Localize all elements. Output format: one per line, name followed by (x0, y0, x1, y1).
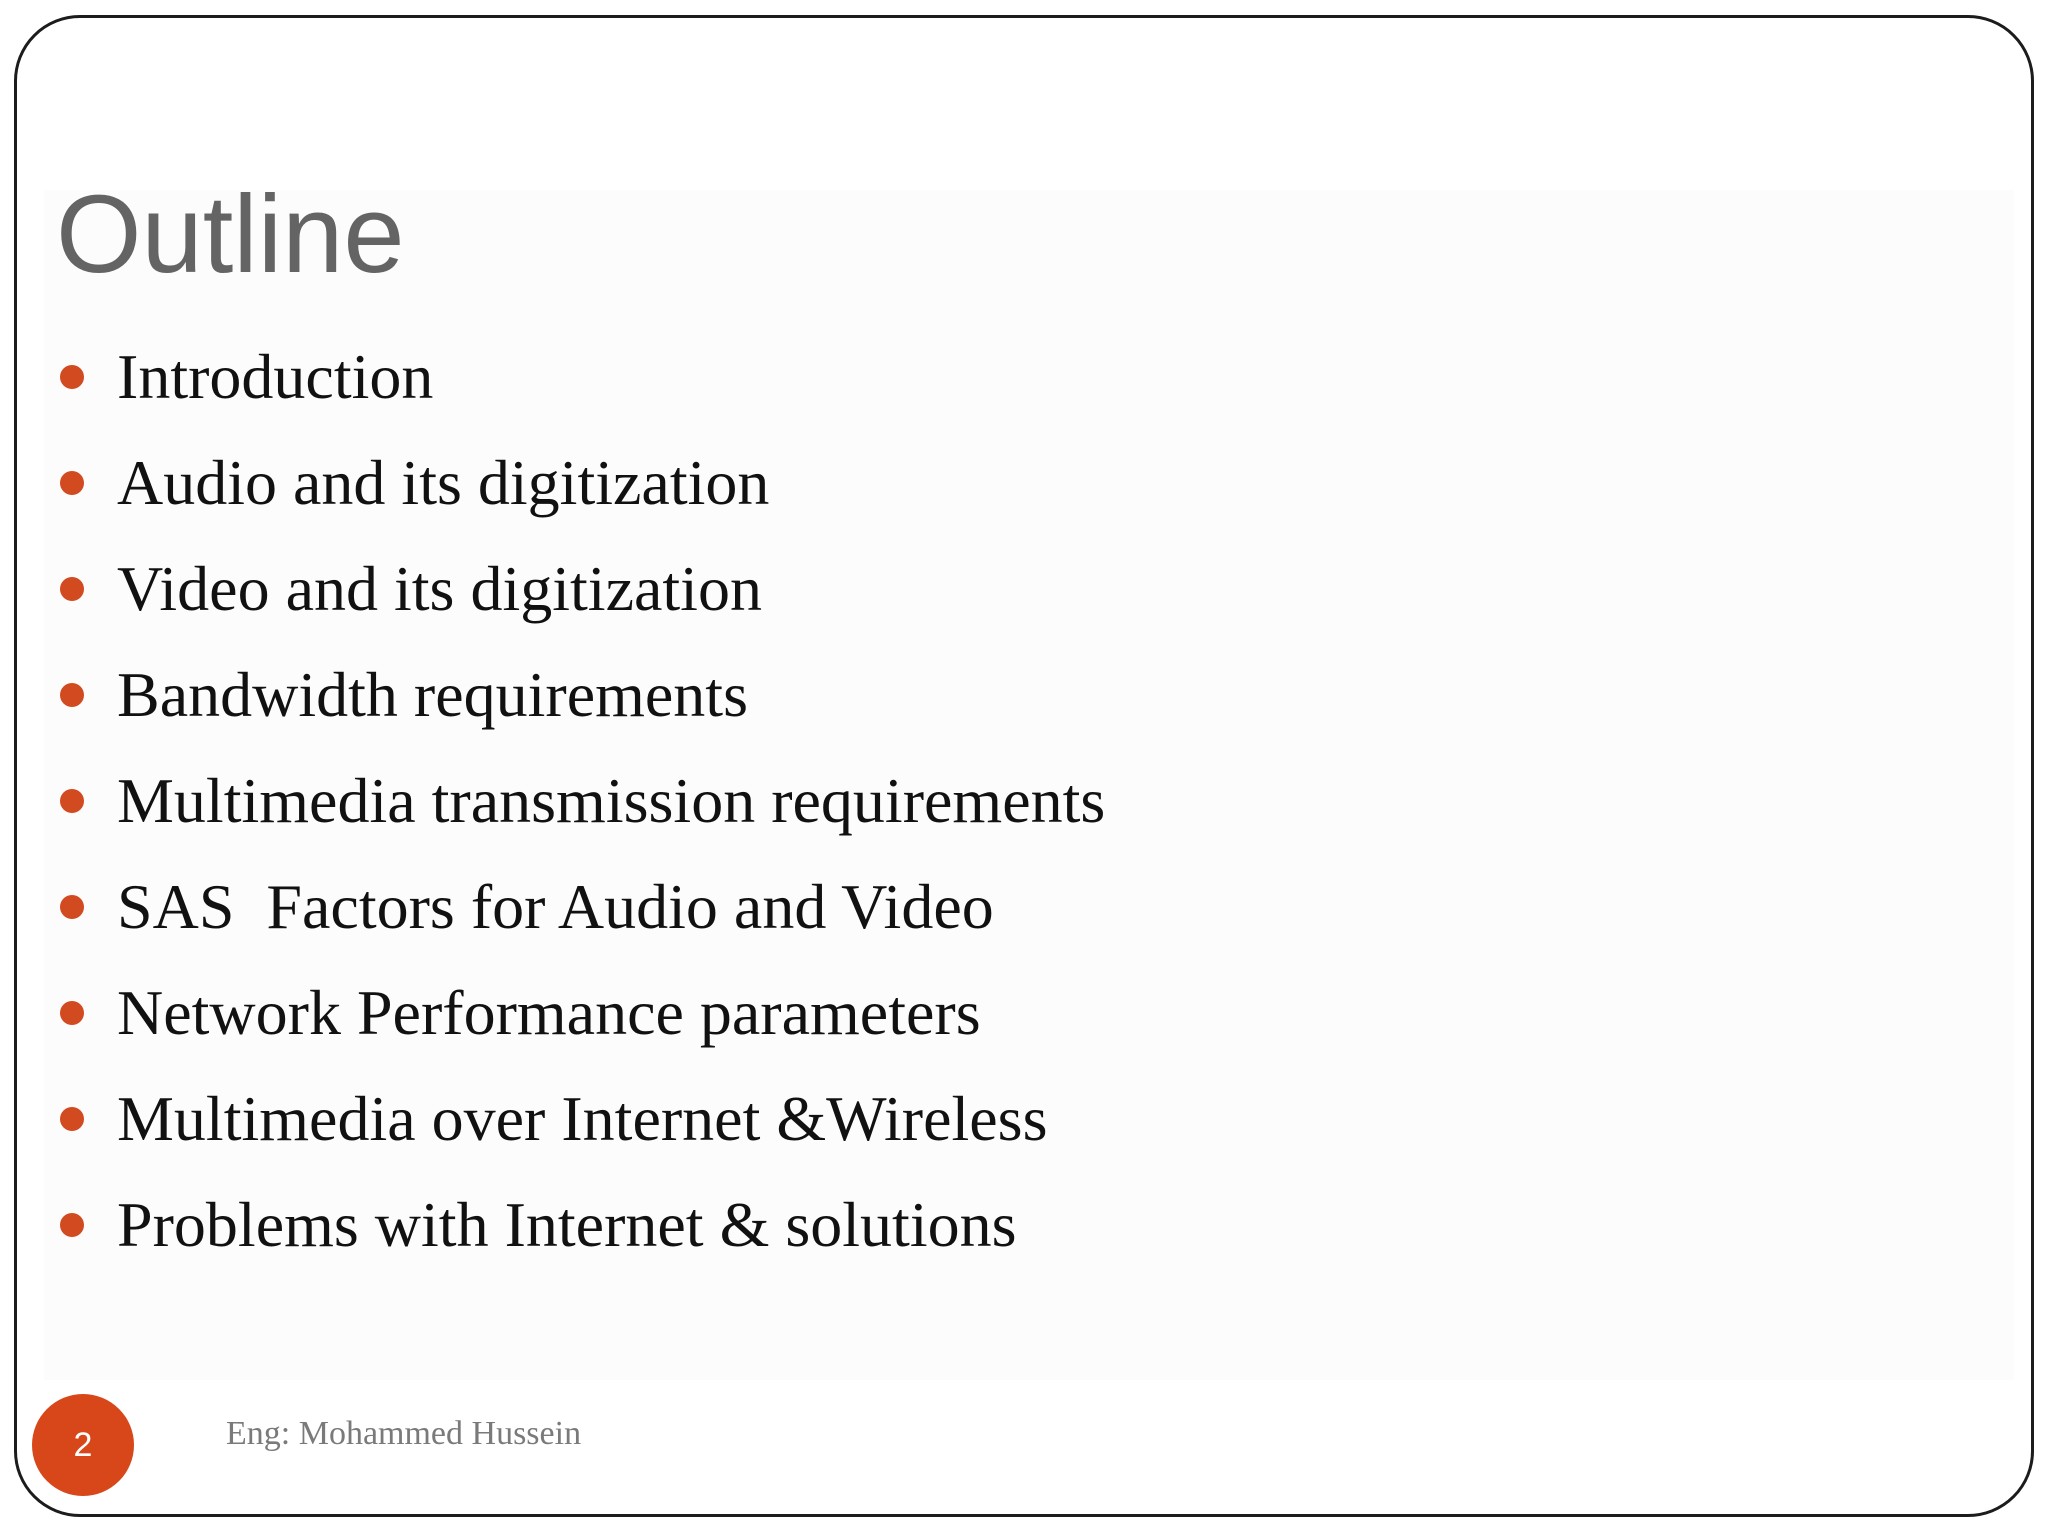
bullet-dot-icon (60, 577, 84, 601)
bullet-dot-icon (60, 1001, 84, 1025)
outline-item-label: Network Performance parameters (117, 977, 981, 1048)
bullet-dot-icon (60, 683, 84, 707)
bullet-dot-icon (60, 471, 84, 495)
slide-number-badge (32, 1394, 134, 1496)
bullet-dot-icon (60, 365, 84, 389)
outline-item-label: SAS Factors for Audio and Video (117, 871, 994, 942)
outline-item-label: Problems with Internet & solutions (117, 1189, 1017, 1260)
footer-author: Eng: Mohammed Hussein (226, 1415, 582, 1452)
outline-item-label: Multimedia over Internet &Wireless (117, 1083, 1048, 1154)
outline-item-label: Multimedia transmission requirements (117, 765, 1106, 836)
slide-title: Outline (56, 173, 405, 296)
slide-number: 2 (73, 1426, 93, 1464)
outline-item-label: Bandwidth requirements (117, 659, 748, 730)
outline-item-label: Audio and its digitization (117, 447, 770, 518)
bullet-dot-icon (60, 789, 84, 813)
bullet-dot-icon (60, 895, 84, 919)
outline-item-label: Video and its digitization (117, 553, 762, 624)
bullet-dot-icon (60, 1213, 84, 1237)
bullet-dot-icon (60, 1107, 84, 1131)
outline-item-label: Introduction (117, 341, 434, 412)
